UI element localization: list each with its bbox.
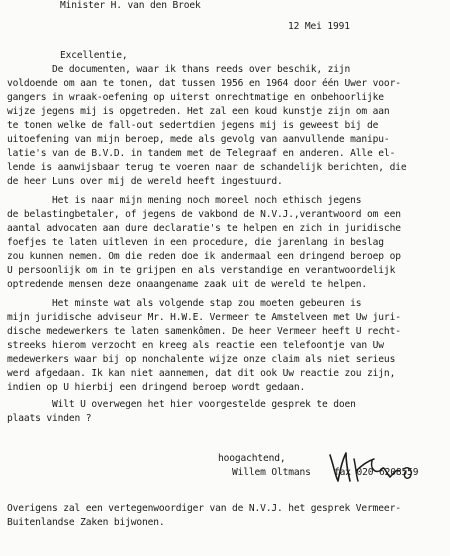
body-line: gangers in wraak-oefening op uiterst onrechtmatige en onbehoorlijke [7, 92, 384, 103]
body-line: mijn juridische adviseur Mr. H.W.E. Vermeer te Amstelveen met Uw juri- [7, 312, 401, 323]
body-line: streeks hierom verzocht en kreeg als reactie een telefoontje van Uw [7, 340, 384, 351]
signatory-name: Willem Oltmans [232, 467, 311, 478]
body-line: Het is naar mijn mening noch moreel noch ethisch jegens [7, 195, 362, 206]
body-line: medewerkers waar bij op nonchalente wijze onze claim als niet serieus [7, 354, 396, 365]
body-line: wijze jegens mij is opgetreden. Het zal een koud kunstje zijn om aan [7, 106, 390, 117]
recipient-line: Minister H. van den Broek [60, 0, 201, 11]
body-line: latie's van de B.V.D. in tandem met de Telegraaf en anderen. Alle el- [7, 148, 396, 159]
letter-date: 12 Mei 1991 [288, 21, 350, 32]
body-line: foefjes te laten uitleven in een procedure, die jarenlang in beslag [7, 237, 384, 248]
body-line: uitoefening van mijn beroep, mede als gevolg van aanvullende manipu- [7, 134, 390, 145]
body-line: de heer Luns over mij de wereld heeft ingestuurd. [7, 176, 283, 187]
postscript-line: Overigens zal een vertegenwoordiger van de N.V.J. het gesprek Vermeer- [7, 503, 401, 514]
salutation: Excellentie, [60, 50, 128, 61]
body-line: plaats vinden ? [7, 413, 92, 424]
body-line: aantal advocaten aan dure declaratie's te helpen en zich in juridische [7, 223, 401, 234]
body-line: te tonen welke de fall-out sedertdien jegens mij is geweest bij de [7, 120, 379, 131]
body-line: lende is aanwijsbaar terug te voeren naar de schandelijk berichten, die [7, 162, 407, 173]
body-line: de belastingbetaler, of jegens de vakbond de N.V.J.,verantwoord om een [7, 209, 401, 220]
body-line: Het minste wat als volgende stap zou moeten gebeuren is [7, 298, 362, 309]
body-line: voldoende om aan te tonen, dat tussen 1956 en 1964 door één Uwer voor- [7, 78, 401, 89]
body-line: Wilt U overwegen het hier voorgestelde gesprek te doen [7, 399, 356, 410]
closing-greeting: hoogachtend, [218, 453, 286, 464]
body-line: De documenten, waar ik thans reeds over beschik, zijn [7, 64, 351, 75]
body-line: zou kunnen nemen. Om die reden doe ik andermaal een dringend beroep op [7, 251, 401, 262]
body-line: U persoonlijk om in te grijpen en als verstandige en verantwoordelijk [7, 265, 396, 276]
body-line: werd afgedaan. Ik kan niet aannemen, dat dit ook Uw reactie zou zijn, [7, 368, 396, 379]
body-line: optredende mensen deze onaangename zaak uit de wereld te helpen. [7, 279, 368, 290]
body-line: indien op U hierbij een dringend beroep wordt gedaan. [7, 382, 306, 393]
body-line: dische medewerkers te laten samenkômen. De heer Vermeer heeft U recht- [7, 326, 401, 337]
signatory-fax: fax 020 6208559 [334, 467, 419, 478]
postscript-line: Buitenlandse Zaken bijwonen. [7, 517, 165, 528]
